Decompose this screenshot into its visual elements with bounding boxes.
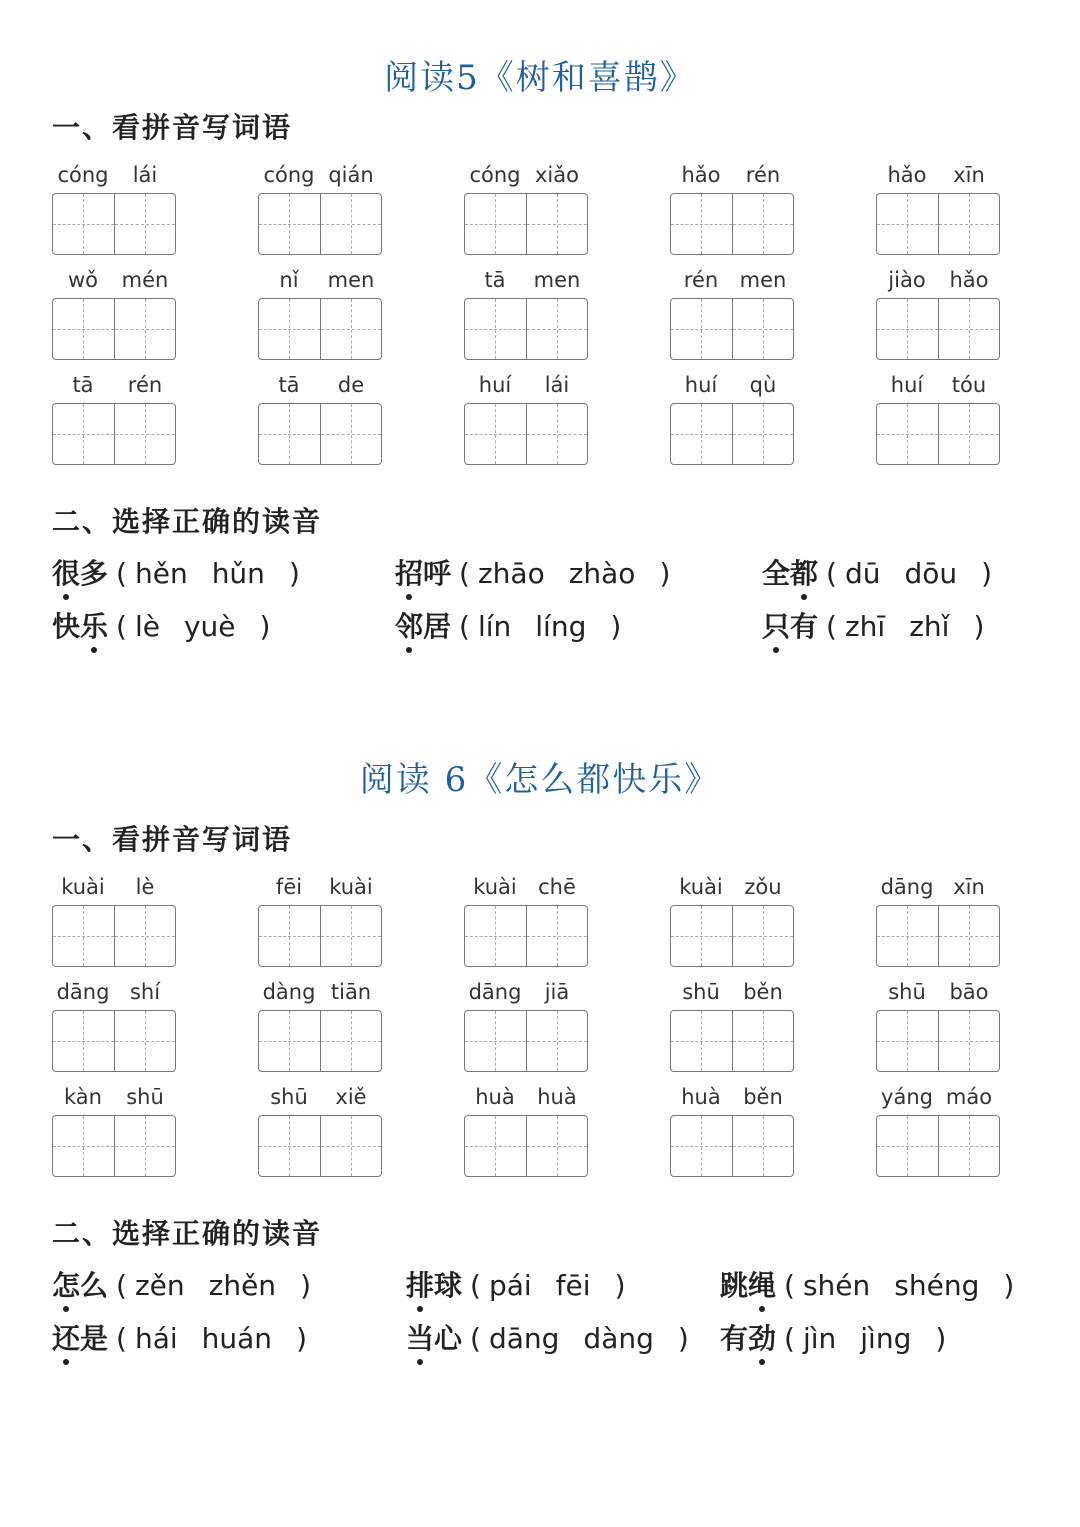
- choice-word: 很多: [52, 557, 108, 590]
- close-paren: ): [659, 557, 671, 590]
- writing-cell[interactable]: [320, 299, 382, 359]
- close-paren: ): [935, 1322, 947, 1355]
- pinyin-syllable: shí: [129, 980, 161, 1004]
- writing-cell[interactable]: [53, 1116, 114, 1176]
- pinyin-syllable: rén: [127, 373, 163, 397]
- writing-cell[interactable]: [259, 906, 320, 966]
- choice-word: 只有: [762, 610, 818, 643]
- pinyin-option[interactable]: dāng: [488, 1322, 560, 1355]
- writing-cell[interactable]: [938, 404, 1000, 464]
- open-paren: (: [459, 610, 470, 643]
- close-paren: ): [610, 610, 622, 643]
- writing-cell[interactable]: [938, 299, 1000, 359]
- writing-box-pair[interactable]: [464, 298, 588, 360]
- writing-cell[interactable]: [465, 194, 526, 254]
- choice-word: 全都: [762, 557, 818, 590]
- open-paren: (: [470, 1322, 481, 1355]
- pinyin-option[interactable]: shén: [802, 1269, 871, 1302]
- choice-word: 邻居: [395, 610, 451, 643]
- pinyin-syllable: shū: [270, 1085, 308, 1109]
- pinyin-option[interactable]: lín: [477, 610, 512, 643]
- pinyin-syllable: bāo: [949, 980, 989, 1004]
- pinyin-syllable: lái: [544, 373, 570, 397]
- pinyin-syllable: xīn: [953, 163, 985, 187]
- pinyin-option[interactable]: huán: [201, 1322, 273, 1355]
- reading-choice: [52, 1317, 307, 1357]
- writing-cell[interactable]: [114, 1011, 176, 1071]
- pinyin-syllable: qián: [328, 163, 374, 187]
- writing-cell[interactable]: [53, 299, 114, 359]
- writing-cell[interactable]: [732, 299, 794, 359]
- open-paren: (: [784, 1322, 795, 1355]
- pinyin-syllable: dāng: [468, 980, 522, 1004]
- writing-cell[interactable]: [259, 404, 320, 464]
- pinyin-syllable: men: [327, 268, 375, 292]
- writing-box-pair[interactable]: [876, 298, 1000, 360]
- writing-box-pair[interactable]: [258, 403, 382, 465]
- writing-cell[interactable]: [526, 299, 588, 359]
- writing-cell[interactable]: [114, 1116, 176, 1176]
- writing-cell[interactable]: [526, 1011, 588, 1071]
- writing-cell[interactable]: [259, 299, 320, 359]
- pinyin-syllable: dāng: [56, 980, 110, 1004]
- pinyin-syllable: huí: [684, 373, 718, 397]
- pinyin-option[interactable]: shéng: [894, 1269, 980, 1302]
- reading-choice: [720, 1317, 946, 1357]
- section5-heading-choose: 二、选择正确的读音: [52, 505, 323, 538]
- writing-cell[interactable]: [465, 299, 526, 359]
- writing-cell[interactable]: [732, 906, 794, 966]
- pinyin-syllable: huà: [681, 1085, 721, 1109]
- writing-cell[interactable]: [114, 194, 176, 254]
- writing-box-pair[interactable]: [464, 905, 588, 967]
- writing-box-pair[interactable]: [876, 905, 1000, 967]
- writing-box-pair[interactable]: [52, 298, 176, 360]
- reading-choice: [762, 605, 984, 645]
- writing-cell[interactable]: [259, 1116, 320, 1176]
- writing-box-pair[interactable]: [876, 403, 1000, 465]
- pinyin-syllable: huà: [537, 1085, 577, 1109]
- writing-cell[interactable]: [465, 1116, 526, 1176]
- pinyin-syllable: kuài: [61, 875, 105, 899]
- section6-title: 阅读 6《怎么都快乐》: [359, 760, 721, 800]
- writing-cell[interactable]: [114, 299, 176, 359]
- writing-cell[interactable]: [320, 194, 382, 254]
- choice-word: 当心: [406, 1322, 462, 1355]
- reading-choice: [52, 605, 270, 645]
- writing-box-pair[interactable]: [464, 403, 588, 465]
- pinyin-syllable: rén: [683, 268, 719, 292]
- writing-box-pair[interactable]: [258, 905, 382, 967]
- pinyin-option[interactable]: zhǐ: [909, 610, 950, 643]
- pinyin-syllable: nǐ: [279, 268, 299, 292]
- writing-box-pair[interactable]: [52, 905, 176, 967]
- pinyin-syllable: huí: [478, 373, 512, 397]
- writing-cell[interactable]: [320, 906, 382, 966]
- writing-cell[interactable]: [732, 404, 794, 464]
- writing-cell[interactable]: [671, 1011, 732, 1071]
- writing-cell[interactable]: [877, 1011, 938, 1071]
- writing-cell[interactable]: [732, 1116, 794, 1176]
- section6-heading-write: 一、看拼音写词语: [52, 823, 293, 856]
- open-paren: (: [784, 1269, 795, 1302]
- writing-box-pair[interactable]: [670, 193, 794, 255]
- writing-box-pair[interactable]: [876, 193, 1000, 255]
- pinyin-syllable: chē: [538, 875, 576, 899]
- pinyin-syllable: xiǎo: [535, 163, 579, 187]
- writing-cell[interactable]: [526, 906, 588, 966]
- writing-box-pair[interactable]: [670, 298, 794, 360]
- writing-box-pair[interactable]: [670, 1010, 794, 1072]
- writing-box-pair[interactable]: [670, 905, 794, 967]
- writing-cell[interactable]: [465, 906, 526, 966]
- pinyin-syllable: dàng: [262, 980, 316, 1004]
- writing-cell[interactable]: [53, 404, 114, 464]
- close-paren: ): [614, 1269, 626, 1302]
- open-paren: (: [116, 557, 127, 590]
- pinyin-syllable: rén: [745, 163, 781, 187]
- pinyin-syllable: huí: [890, 373, 924, 397]
- open-paren: (: [459, 557, 470, 590]
- reading-choice: [395, 552, 670, 592]
- writing-box-pair[interactable]: [52, 193, 176, 255]
- close-paren: ): [288, 557, 300, 590]
- pinyin-syllable: cóng: [469, 163, 521, 187]
- pinyin-option[interactable]: pái: [488, 1269, 532, 1302]
- writing-cell[interactable]: [53, 194, 114, 254]
- writing-cell[interactable]: [53, 906, 114, 966]
- writing-cell[interactable]: [938, 906, 1000, 966]
- pinyin-option[interactable]: hěn: [134, 557, 188, 590]
- writing-cell[interactable]: [259, 194, 320, 254]
- writing-cell[interactable]: [671, 299, 732, 359]
- reading-choice: [52, 1264, 311, 1304]
- section5-title: 阅读5《树和喜鹊》: [384, 58, 696, 98]
- pinyin-syllable: men: [739, 268, 787, 292]
- close-paren: ): [1003, 1269, 1015, 1302]
- pinyin-syllable: dāng: [880, 875, 934, 899]
- close-paren: ): [300, 1269, 311, 1302]
- choice-word: 有劲: [720, 1322, 776, 1355]
- writing-box-pair[interactable]: [258, 1010, 382, 1072]
- pinyin-syllable: shū: [126, 1085, 164, 1109]
- pinyin-syllable: wǒ: [67, 268, 99, 292]
- pinyin-syllable: běn: [743, 980, 783, 1004]
- writing-cell[interactable]: [877, 1116, 938, 1176]
- choice-word: 还是: [52, 1322, 108, 1355]
- pinyin-option[interactable]: hái: [134, 1322, 178, 1355]
- open-paren: (: [116, 1269, 127, 1302]
- writing-cell[interactable]: [877, 404, 938, 464]
- reading-choice: [762, 552, 992, 592]
- open-paren: (: [116, 610, 127, 643]
- pinyin-syllable: cóng: [263, 163, 315, 187]
- writing-box-pair[interactable]: [876, 1010, 1000, 1072]
- pinyin-syllable: men: [533, 268, 581, 292]
- pinyin-syllable: tiān: [330, 980, 372, 1004]
- section6-heading-choose: 二、选择正确的读音: [52, 1217, 323, 1250]
- pinyin-syllable: shū: [682, 980, 720, 1004]
- pinyin-syllable: lái: [132, 163, 158, 187]
- pinyin-syllable: jiā: [544, 980, 570, 1004]
- reading-choice: [406, 1264, 626, 1304]
- pinyin-syllable: zǒu: [744, 875, 782, 899]
- pinyin-syllable: tā: [278, 373, 300, 397]
- pinyin-option[interactable]: dū: [844, 557, 881, 590]
- pinyin-syllable: tā: [72, 373, 94, 397]
- close-paren: ): [296, 1322, 307, 1355]
- open-paren: (: [826, 610, 837, 643]
- pinyin-syllable: xīn: [953, 875, 985, 899]
- pinyin-syllable: tā: [484, 268, 506, 292]
- pinyin-option[interactable]: yuè: [183, 610, 236, 643]
- writing-cell[interactable]: [526, 194, 588, 254]
- writing-cell[interactable]: [938, 194, 1000, 254]
- writing-cell[interactable]: [320, 1011, 382, 1071]
- writing-cell[interactable]: [732, 1011, 794, 1071]
- writing-cell[interactable]: [671, 906, 732, 966]
- pinyin-syllable: hǎo: [949, 268, 989, 292]
- pinyin-option[interactable]: zhāo: [477, 557, 545, 590]
- writing-box-pair[interactable]: [464, 1115, 588, 1177]
- writing-box-pair[interactable]: [52, 403, 176, 465]
- writing-cell[interactable]: [671, 1116, 732, 1176]
- writing-cell[interactable]: [938, 1116, 1000, 1176]
- open-paren: (: [826, 557, 837, 590]
- writing-box-pair[interactable]: [670, 403, 794, 465]
- pinyin-syllable: máo: [945, 1085, 993, 1109]
- choice-word: 怎么: [52, 1269, 108, 1302]
- writing-box-pair[interactable]: [52, 1010, 176, 1072]
- pinyin-option[interactable]: zhào: [568, 557, 636, 590]
- writing-cell[interactable]: [732, 194, 794, 254]
- writing-cell[interactable]: [938, 1011, 1000, 1071]
- pinyin-syllable: de: [337, 373, 365, 397]
- pinyin-syllable: mén: [121, 268, 169, 292]
- pinyin-option[interactable]: lè: [134, 610, 160, 643]
- writing-cell[interactable]: [671, 404, 732, 464]
- open-paren: (: [470, 1269, 481, 1302]
- pinyin-syllable: yáng: [881, 1085, 933, 1109]
- writing-cell[interactable]: [320, 1116, 382, 1176]
- pinyin-option[interactable]: líng: [535, 610, 587, 643]
- choice-word: 排球: [406, 1269, 462, 1302]
- writing-cell[interactable]: [114, 404, 176, 464]
- pinyin-syllable: kuài: [329, 875, 373, 899]
- section5-heading-write: 一、看拼音写词语: [52, 111, 293, 144]
- pinyin-syllable: kuài: [473, 875, 517, 899]
- choice-word: 跳绳: [720, 1269, 776, 1302]
- writing-cell[interactable]: [671, 194, 732, 254]
- pinyin-option[interactable]: jìn: [802, 1322, 837, 1355]
- open-paren: (: [116, 1322, 127, 1355]
- pinyin-syllable: lè: [135, 875, 155, 899]
- pinyin-syllable: xiě: [335, 1085, 367, 1109]
- close-paren: ): [981, 557, 993, 590]
- close-paren: ): [259, 610, 271, 643]
- writing-cell[interactable]: [465, 404, 526, 464]
- writing-cell[interactable]: [526, 404, 588, 464]
- close-paren: ): [973, 610, 985, 643]
- pinyin-syllable: huà: [475, 1085, 515, 1109]
- pinyin-syllable: hǎo: [681, 163, 721, 187]
- writing-box-pair[interactable]: [876, 1115, 1000, 1177]
- pinyin-option[interactable]: zhī: [844, 610, 886, 643]
- writing-cell[interactable]: [259, 1011, 320, 1071]
- pinyin-option[interactable]: zěn: [134, 1269, 185, 1302]
- writing-cell[interactable]: [320, 404, 382, 464]
- pinyin-syllable: běn: [743, 1085, 783, 1109]
- pinyin-option[interactable]: hǔn: [211, 557, 265, 590]
- writing-cell[interactable]: [53, 1011, 114, 1071]
- pinyin-syllable: tóu: [951, 373, 987, 397]
- pinyin-syllable: cóng: [57, 163, 109, 187]
- writing-cell[interactable]: [526, 1116, 588, 1176]
- pinyin-syllable: shū: [888, 980, 926, 1004]
- pinyin-syllable: kàn: [64, 1085, 102, 1109]
- pinyin-option[interactable]: dōu: [904, 557, 958, 590]
- writing-cell[interactable]: [877, 194, 938, 254]
- pinyin-syllable: jiào: [888, 268, 926, 292]
- choice-word: 招呼: [395, 557, 451, 590]
- writing-box-pair[interactable]: [258, 298, 382, 360]
- pinyin-option[interactable]: jìng: [860, 1322, 912, 1355]
- pinyin-syllable: fēi: [275, 875, 303, 899]
- pinyin-syllable: kuài: [679, 875, 723, 899]
- pinyin-option[interactable]: fēi: [555, 1269, 591, 1302]
- writing-box-pair[interactable]: [464, 193, 588, 255]
- choice-word: 快乐: [52, 610, 108, 643]
- writing-cell[interactable]: [877, 299, 938, 359]
- pinyin-option[interactable]: zhěn: [208, 1269, 277, 1302]
- writing-box-pair[interactable]: [258, 193, 382, 255]
- writing-box-pair[interactable]: [464, 1010, 588, 1072]
- pinyin-option[interactable]: dàng: [583, 1322, 654, 1355]
- writing-box-pair[interactable]: [52, 1115, 176, 1177]
- reading-choice: [720, 1264, 1014, 1304]
- writing-cell[interactable]: [877, 906, 938, 966]
- writing-cell[interactable]: [465, 1011, 526, 1071]
- close-paren: ): [677, 1322, 689, 1355]
- reading-choice: [52, 552, 300, 592]
- writing-cell[interactable]: [114, 906, 176, 966]
- pinyin-syllable: hǎo: [887, 163, 927, 187]
- writing-box-pair[interactable]: [258, 1115, 382, 1177]
- reading-choice: [406, 1317, 689, 1357]
- writing-box-pair[interactable]: [670, 1115, 794, 1177]
- reading-choice: [395, 605, 621, 645]
- pinyin-syllable: qù: [749, 373, 777, 397]
